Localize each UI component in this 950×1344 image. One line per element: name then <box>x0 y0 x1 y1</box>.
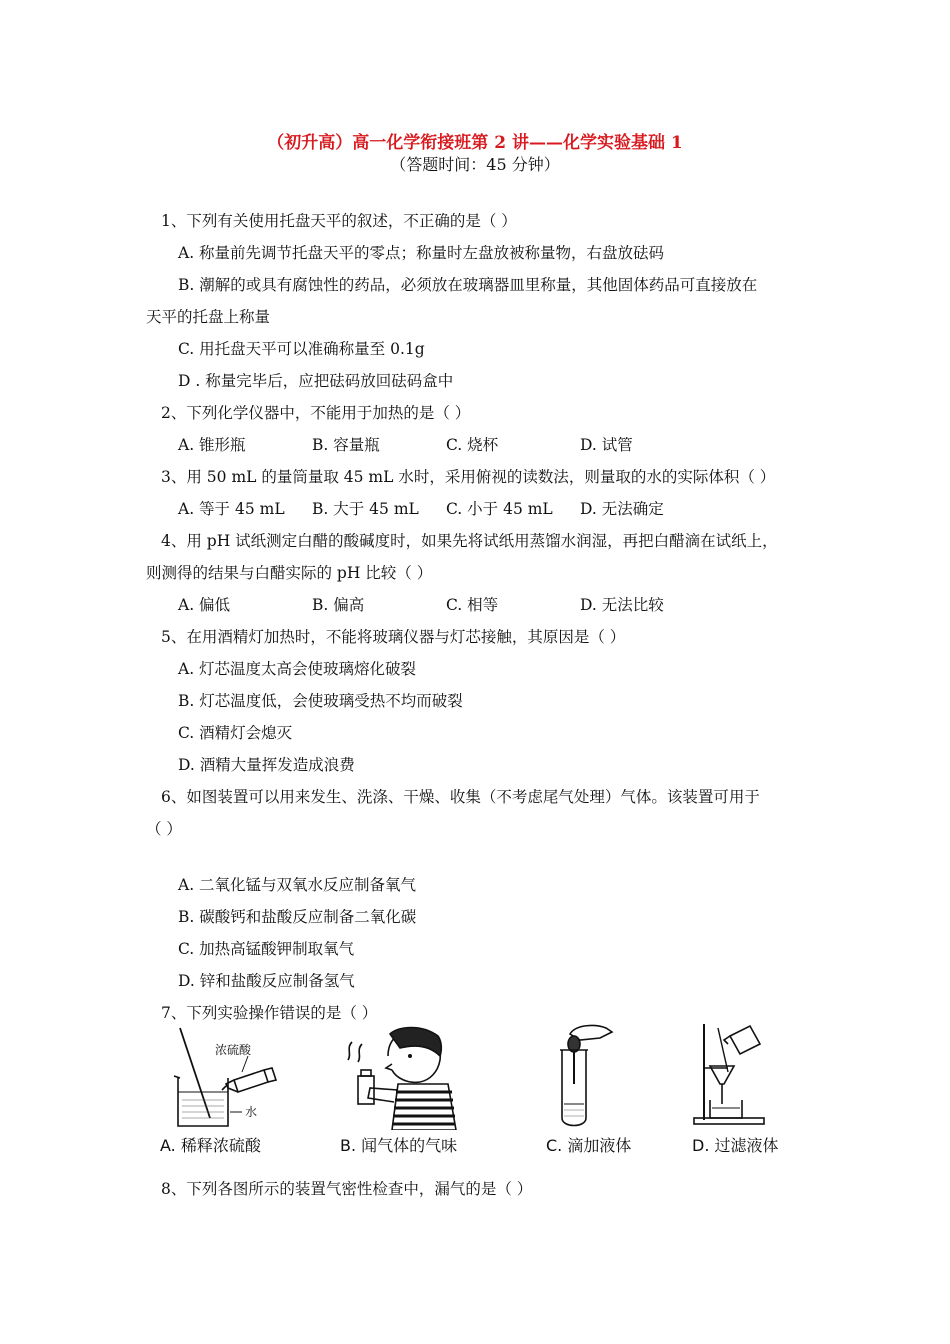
question-4-stem-continued: 则测得的结果与白醋实际的 pH 比较（ ） <box>146 564 433 582</box>
question-2-stem: 2、下列化学仪器中，不能用于加热的是（ ） <box>161 404 471 422</box>
question-2-option-c: C. 烧杯 <box>446 436 499 454</box>
question-3-option-b: B. 大于 45 mL <box>312 500 419 518</box>
figure-a-water-label: 水 <box>245 1105 258 1119</box>
figure-c-drip-liquid <box>540 1020 620 1130</box>
question-4-option-a: A. 偏低 <box>178 596 231 614</box>
figure-d-label: D. 过滤液体 <box>692 1136 779 1155</box>
question-5-stem: 5、在用酒精灯加热时，不能将玻璃仪器与灯芯接触，其原因是（ ） <box>161 628 626 646</box>
question-8-stem: 8、下列各图所示的装置气密性检查中，漏气的是（ ） <box>161 1180 533 1198</box>
page-subtitle: （答题时间：45 分钟） <box>390 155 560 174</box>
question-3-option-a: A. 等于 45 mL <box>178 500 285 518</box>
question-6-option-b: B. 碳酸钙和盐酸反应制备二氧化碳 <box>178 908 417 926</box>
question-6-stem: 6、如图装置可以用来发生、洗涤、干燥、收集（不考虑尾气处理）气体。该装置可用于 <box>161 788 760 806</box>
question-1-option-c: C. 用托盘天平可以准确称量至 0.1g <box>178 340 425 358</box>
question-5-option-c: C. 酒精灯会熄灭 <box>178 724 293 742</box>
figure-a-acid-label: 浓硫酸 <box>215 1043 252 1057</box>
question-6-option-c: C. 加热高锰酸钾制取氧气 <box>178 940 355 958</box>
question-1-option-a: A. 称量前先调节托盘天平的零点；称量时左盘放被称量物，右盘放砝码 <box>178 244 665 262</box>
question-2-option-b: B. 容量瓶 <box>312 436 380 454</box>
question-6-option-a: A. 二氧化锰与双氧水反应制备氧气 <box>178 876 417 894</box>
question-3-option-c: C. 小于 45 mL <box>446 500 553 518</box>
question-5-option-b: B. 灯芯温度低，会使玻璃受热不均而破裂 <box>178 692 463 710</box>
question-1-option-b: B. 潮解的或具有腐蚀性的药品，必须放在玻璃器皿里称量，其他固体药品可直接放在 <box>178 276 758 294</box>
question-2-option-d: D. 试管 <box>580 436 633 454</box>
question-6-option-d: D. 锌和盐酸反应制备氢气 <box>178 972 355 990</box>
question-3-stem: 3、用 50 mL 的量筒量取 45 mL 水时，采用俯视的读数法，则量取的水的实际体积（ ） <box>161 468 776 486</box>
figure-b-label: B. 闻气体的气味 <box>340 1136 458 1155</box>
figure-a-dilute-acid <box>160 1026 300 1130</box>
figure-a-label: A. 稀释浓硫酸 <box>160 1136 261 1155</box>
figure-b-smell-gas <box>338 1026 468 1130</box>
question-1-option-b-continued: 天平的托盘上称量 <box>146 308 271 326</box>
question-4-option-c: C. 相等 <box>446 596 499 614</box>
question-3-option-d: D. 无法确定 <box>580 500 664 518</box>
question-4-option-b: B. 偏高 <box>312 596 365 614</box>
question-6-stem-continued: （ ） <box>146 820 182 838</box>
question-4-option-d: D. 无法比较 <box>580 596 664 614</box>
question-1-option-d: D . 称量完毕后，应把砝码放回砝码盒中 <box>178 372 454 390</box>
question-5-option-d: D. 酒精大量挥发造成浪费 <box>178 756 355 774</box>
page-title: （初升高）高一化学衔接班第 2 讲——化学实验基础 1 <box>267 133 683 153</box>
question-4-stem: 4、用 pH 试纸测定白醋的酸碱度时，如果先将试纸用蒸馏水润湿，再把白醋滴在试纸上， <box>161 532 778 550</box>
figure-d-filter-liquid <box>688 1020 778 1130</box>
question-7-stem: 7、下列实验操作错误的是（ ） <box>161 1004 378 1022</box>
question-1-stem: 1、下列有关使用托盘天平的叙述，不正确的是（ ） <box>161 212 517 230</box>
question-2-option-a: A. 锥形瓶 <box>178 436 246 454</box>
question-5-option-a: A. 灯芯温度太高会使玻璃熔化破裂 <box>178 660 417 678</box>
figure-c-label: C. 滴加液体 <box>546 1136 632 1155</box>
